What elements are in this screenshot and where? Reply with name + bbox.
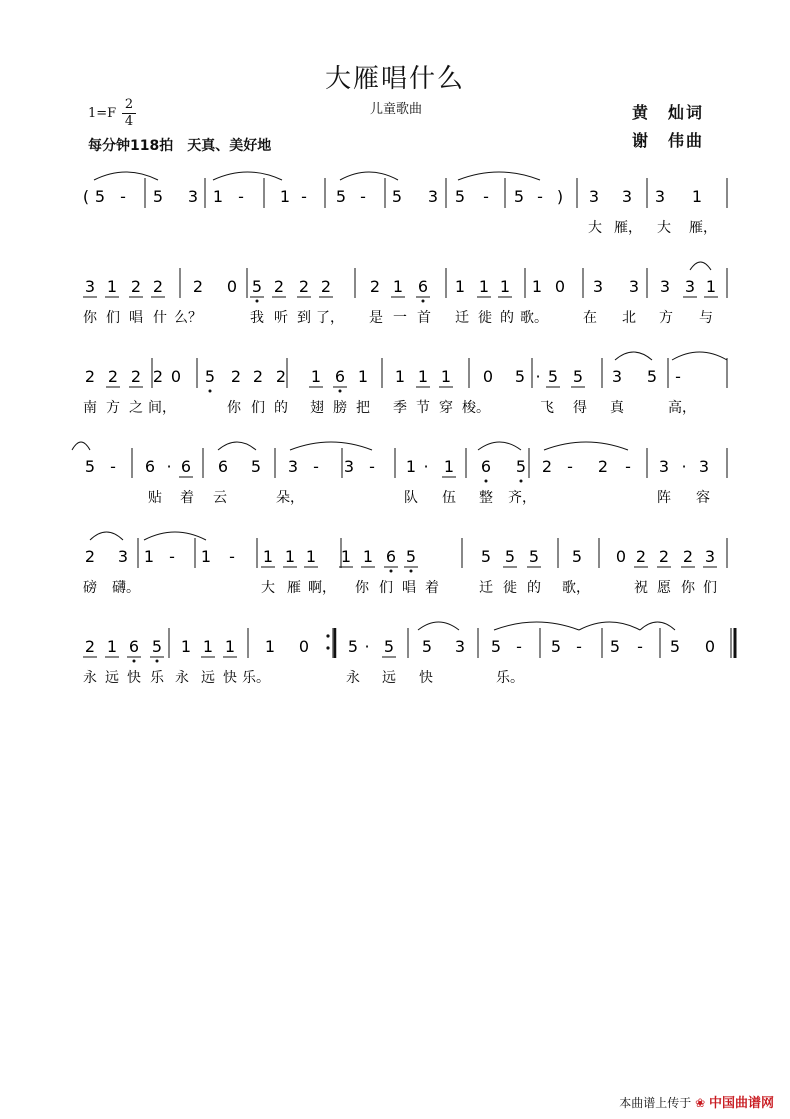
lyric-syllable: 快 [127, 670, 141, 686]
lyric-syllable: 雁， [614, 220, 642, 236]
note: 2 [252, 367, 264, 386]
note: 2 [541, 457, 553, 476]
note: 2 [369, 277, 381, 296]
time-signature-top: 2 [124, 97, 134, 112]
note: 1 [284, 547, 296, 566]
note: 5 [204, 367, 216, 386]
note: 1 [200, 547, 212, 566]
low-octave-dot [485, 480, 488, 483]
composer-credit: 谢 伟曲 [632, 131, 705, 150]
note: 2 [107, 367, 119, 386]
tie-arc [640, 622, 675, 630]
note: · [423, 457, 429, 476]
note: 1 [362, 547, 374, 566]
low-octave-dot [422, 300, 425, 303]
lyric-syllable: 徙 [503, 580, 517, 596]
lyric-syllable: 得 [573, 400, 587, 416]
tie-arc [72, 442, 90, 450]
note: 2 [635, 547, 647, 566]
lyric-syllable: 听 [274, 310, 288, 326]
low-octave-dot [390, 570, 393, 573]
note: - [625, 457, 631, 476]
note: 5 [383, 637, 395, 656]
lyric-syllable: 容 [696, 490, 710, 506]
lyric-syllable: 雁 [287, 580, 301, 596]
lyric-syllable: 唱 [129, 310, 143, 326]
lyric-syllable: 飞 [540, 400, 554, 416]
note: 2 [84, 367, 96, 386]
tie-arc [458, 172, 540, 180]
note: 5 [669, 637, 681, 656]
repeat-dot [326, 634, 329, 637]
note: 6 [480, 457, 492, 476]
lyric-syllable: 永 [346, 670, 360, 686]
note: 1 [340, 547, 352, 566]
note: 2 [130, 277, 142, 296]
note: 3 [287, 457, 299, 476]
note: 0 [170, 367, 182, 386]
note: 1 [106, 277, 118, 296]
note: · [535, 367, 541, 386]
lyric-syllable: 远 [105, 670, 119, 686]
low-octave-dot [156, 660, 159, 663]
lyric-syllable: 迁 [479, 580, 493, 596]
lyric-syllable: 么？ [174, 310, 202, 326]
tie-arc [494, 622, 579, 630]
note: - [516, 637, 522, 656]
repeat-dot [326, 646, 329, 649]
lyric-syllable: 队 [404, 490, 418, 506]
note: 1 [143, 547, 155, 566]
note: - [675, 367, 681, 386]
note: 5 [646, 367, 658, 386]
lyric-syllable: 迁 [455, 310, 469, 326]
tie-arc [290, 442, 372, 450]
note: 3 [84, 277, 96, 296]
time-signature [122, 98, 136, 129]
tie-arc [94, 172, 158, 180]
lyric-syllable: 间， [148, 400, 176, 416]
note: 3 [588, 187, 600, 206]
lyric-syllable: 到 [297, 310, 311, 326]
lyric-syllable: 乐 [150, 670, 164, 686]
song-title: 大雁唱什么 [324, 64, 465, 94]
note: 1 [202, 637, 214, 656]
note: - [537, 187, 543, 206]
note: 5 [513, 187, 525, 206]
lyric-syllable: 整 [479, 490, 493, 506]
lyric-syllable: 的 [500, 310, 514, 326]
note: - [637, 637, 643, 656]
note: 1 [224, 637, 236, 656]
note: - [567, 457, 573, 476]
lyric-syllable: 把 [356, 400, 370, 416]
note: 5 [405, 547, 417, 566]
note: 5 [151, 637, 163, 656]
lyric-syllable: 大 [657, 220, 671, 236]
lyric-syllable: 远 [382, 670, 396, 686]
tie-arc [418, 622, 459, 630]
note: - [229, 547, 235, 566]
lyric-syllable: 季 [393, 400, 407, 416]
lyric-syllable: 首 [417, 310, 431, 326]
note: 2 [152, 277, 164, 296]
lyric-syllable: 乐。 [242, 670, 270, 686]
note: 3 [187, 187, 199, 206]
note: 1 [264, 637, 276, 656]
lyric-syllable: 你 [83, 310, 97, 326]
note: 5 [571, 547, 583, 566]
low-octave-dot [256, 300, 259, 303]
low-octave-dot [209, 390, 212, 393]
lyric-syllable: 大 [588, 220, 602, 236]
note: - [301, 187, 307, 206]
note: 2 [273, 277, 285, 296]
lyric-syllable: 翅 [310, 400, 324, 416]
lyric-syllable: 梭。 [462, 400, 490, 416]
note: 5 [347, 637, 359, 656]
lyric-syllable: 是 [369, 310, 383, 326]
note: 2 [320, 277, 332, 296]
note: 1 [499, 277, 511, 296]
lyric-syllable: 们 [251, 400, 265, 416]
note: 6 [417, 277, 429, 296]
score-row [0, 262, 790, 352]
lyric-syllable: 方 [659, 310, 673, 326]
lyric-syllable: 远 [201, 670, 215, 686]
note: - [483, 187, 489, 206]
note: 0 [226, 277, 238, 296]
note: 0 [298, 637, 310, 656]
note: 3 [427, 187, 439, 206]
note: 1 [454, 277, 466, 296]
tempo-marking: 每分钟118拍 天真、美好地 [88, 138, 272, 154]
lyric-syllable: 大 [261, 580, 275, 596]
lyric-syllable: 礴。 [112, 580, 140, 596]
note: ( [82, 187, 90, 206]
note: - [110, 457, 116, 476]
tie-arc [615, 352, 652, 360]
note: 5 [528, 547, 540, 566]
note: 1 [705, 277, 717, 296]
note: 1 [691, 187, 703, 206]
score-row [0, 352, 790, 442]
note: 5 [572, 367, 584, 386]
note: 0 [704, 637, 716, 656]
tie-arc [144, 532, 206, 540]
note: 1 [212, 187, 224, 206]
lyric-syllable: 穿 [439, 400, 453, 416]
note: 0 [482, 367, 494, 386]
key-signature: 1=F [88, 106, 117, 121]
lyric-syllable: 南 [83, 400, 97, 416]
note: ) [556, 187, 564, 206]
note: 6 [180, 457, 192, 476]
note: 5 [550, 637, 562, 656]
note: 5 [421, 637, 433, 656]
tie-arc [218, 442, 256, 450]
note: 6 [385, 547, 397, 566]
lyric-syllable: 节 [416, 400, 430, 416]
footer-site: 中国曲谱网 [708, 1096, 774, 1111]
lyric-syllable: 雁， [689, 220, 717, 236]
note: 2 [130, 367, 142, 386]
lyric-syllable: 方 [106, 400, 120, 416]
note: 5 [504, 547, 516, 566]
lyric-syllable: 歌。 [520, 310, 548, 326]
note: - [120, 187, 126, 206]
note: · [364, 637, 370, 656]
footer [619, 1092, 774, 1111]
lyric-syllable: 什 [153, 310, 167, 326]
tie-arc [544, 442, 628, 450]
note: 6 [334, 367, 346, 386]
lyric-syllable: 祝 [634, 580, 648, 596]
lyric-syllable: 愿 [657, 580, 671, 596]
note: 3 [621, 187, 633, 206]
lyric-syllable: 唱 [402, 580, 416, 596]
note: 5 [480, 547, 492, 566]
tie-arc [690, 262, 711, 270]
lyric-syllable: 朵， [276, 490, 304, 506]
note: 5 [490, 637, 502, 656]
lyric-syllable: 徙 [478, 310, 492, 326]
lyric-syllable: 一 [393, 310, 407, 326]
score-row [0, 532, 790, 622]
tie-arc [340, 172, 398, 180]
note: - [576, 637, 582, 656]
lyric-syllable: 永 [175, 670, 189, 686]
lyric-syllable: 伍 [442, 490, 456, 506]
note: 3 [659, 277, 671, 296]
lyric-syllable: 与 [699, 310, 713, 326]
note: 1 [417, 367, 429, 386]
note: 1 [310, 367, 322, 386]
lyric-syllable: 的 [527, 580, 541, 596]
lyric-syllable: 永 [83, 670, 97, 686]
note: 1 [394, 367, 406, 386]
note: 5 [514, 367, 526, 386]
note: 5 [515, 457, 527, 476]
lyric-syllable: 你 [227, 400, 241, 416]
note: 1 [392, 277, 404, 296]
note: 1 [443, 457, 455, 476]
tie-arc [90, 532, 123, 540]
note: - [360, 187, 366, 206]
lyric-syllable: 快 [223, 670, 237, 686]
note: 3 [684, 277, 696, 296]
note: - [369, 457, 375, 476]
low-octave-dot [339, 390, 342, 393]
time-signature-bottom: 4 [124, 114, 134, 129]
lyric-syllable: 云 [213, 490, 227, 506]
note: 2 [597, 457, 609, 476]
note: 2 [230, 367, 242, 386]
score-row [0, 622, 790, 712]
low-octave-dot [410, 570, 413, 573]
note: 1 [531, 277, 543, 296]
lyric-syllable: 之 [129, 400, 143, 416]
note: 2 [152, 367, 164, 386]
lyric-syllable: 快 [419, 670, 433, 686]
tie-arc [672, 352, 727, 360]
note: 3 [611, 367, 623, 386]
note: 1 [440, 367, 452, 386]
lyric-syllable: 啊， [308, 580, 336, 596]
lyric-syllable: 着 [425, 580, 439, 596]
note: 1 [478, 277, 490, 296]
note: 3 [343, 457, 355, 476]
tie-arc [213, 172, 282, 180]
note: 5 [94, 187, 106, 206]
note: 5 [152, 187, 164, 206]
note: 6 [217, 457, 229, 476]
note: · [166, 457, 172, 476]
lyric-syllable: 齐， [508, 490, 536, 506]
note: 1 [180, 637, 192, 656]
note: 3 [628, 277, 640, 296]
footer-text: 本曲谱上传于 [619, 1096, 692, 1110]
lyric-syllable: 我 [250, 310, 264, 326]
lyric-syllable: 你 [681, 580, 695, 596]
lyric-syllable: 在 [583, 310, 597, 326]
lyric-syllable: 北 [622, 310, 636, 326]
note: - [169, 547, 175, 566]
lyric-syllable: 了， [316, 310, 344, 326]
note: 5 [250, 457, 262, 476]
note: 1 [305, 547, 317, 566]
note: 2 [658, 547, 670, 566]
note: · [681, 457, 687, 476]
lyric-syllable: 阵 [657, 490, 671, 506]
note: 3 [654, 187, 666, 206]
note: 5 [251, 277, 263, 296]
note: 2 [682, 547, 694, 566]
note: 5 [335, 187, 347, 206]
lyric-syllable: 的 [274, 400, 288, 416]
note: 5 [84, 457, 96, 476]
note: 2 [192, 277, 204, 296]
lyric-syllable: 磅 [83, 580, 97, 596]
note: - [313, 457, 319, 476]
note: 6 [144, 457, 156, 476]
note: 1 [405, 457, 417, 476]
lyric-syllable: 着 [180, 490, 194, 506]
note: 1 [279, 187, 291, 206]
note: 3 [658, 457, 670, 476]
note: 3 [117, 547, 129, 566]
site-logo-icon: ❀ [695, 1096, 706, 1110]
note: 2 [298, 277, 310, 296]
note: 5 [547, 367, 559, 386]
lyric-syllable: 乐。 [496, 670, 524, 686]
note: 3 [698, 457, 710, 476]
note: 1 [262, 547, 274, 566]
score-row [0, 442, 790, 532]
lyric-syllable: 们 [106, 310, 120, 326]
note: 2 [275, 367, 287, 386]
note: - [238, 187, 244, 206]
note: 2 [84, 547, 96, 566]
note: 0 [554, 277, 566, 296]
low-octave-dot [133, 660, 136, 663]
note: 5 [391, 187, 403, 206]
lyric-syllable: 贴 [148, 490, 162, 506]
lyric-syllable: 们 [703, 580, 717, 596]
note: 3 [592, 277, 604, 296]
lyric-syllable: 们 [379, 580, 393, 596]
lyric-syllable: 歌， [562, 580, 590, 596]
note: 1 [357, 367, 369, 386]
tie-arc [478, 442, 521, 450]
lyric-syllable: 真 [610, 400, 624, 416]
note: 5 [454, 187, 466, 206]
lyric-syllable: 膀 [333, 400, 347, 416]
lyricist-credit: 黄 灿词 [632, 103, 705, 122]
note: 3 [454, 637, 466, 656]
lyric-syllable: 你 [355, 580, 369, 596]
note: 3 [704, 547, 716, 566]
lyric-syllable: 高， [668, 400, 696, 416]
note: 6 [128, 637, 140, 656]
low-octave-dot [520, 480, 523, 483]
note: 0 [615, 547, 627, 566]
tie-arc [579, 622, 640, 630]
note: 1 [106, 637, 118, 656]
song-genre: 儿童歌曲 [370, 102, 423, 117]
note: 5 [609, 637, 621, 656]
score-row [0, 172, 790, 262]
note: 2 [84, 637, 96, 656]
